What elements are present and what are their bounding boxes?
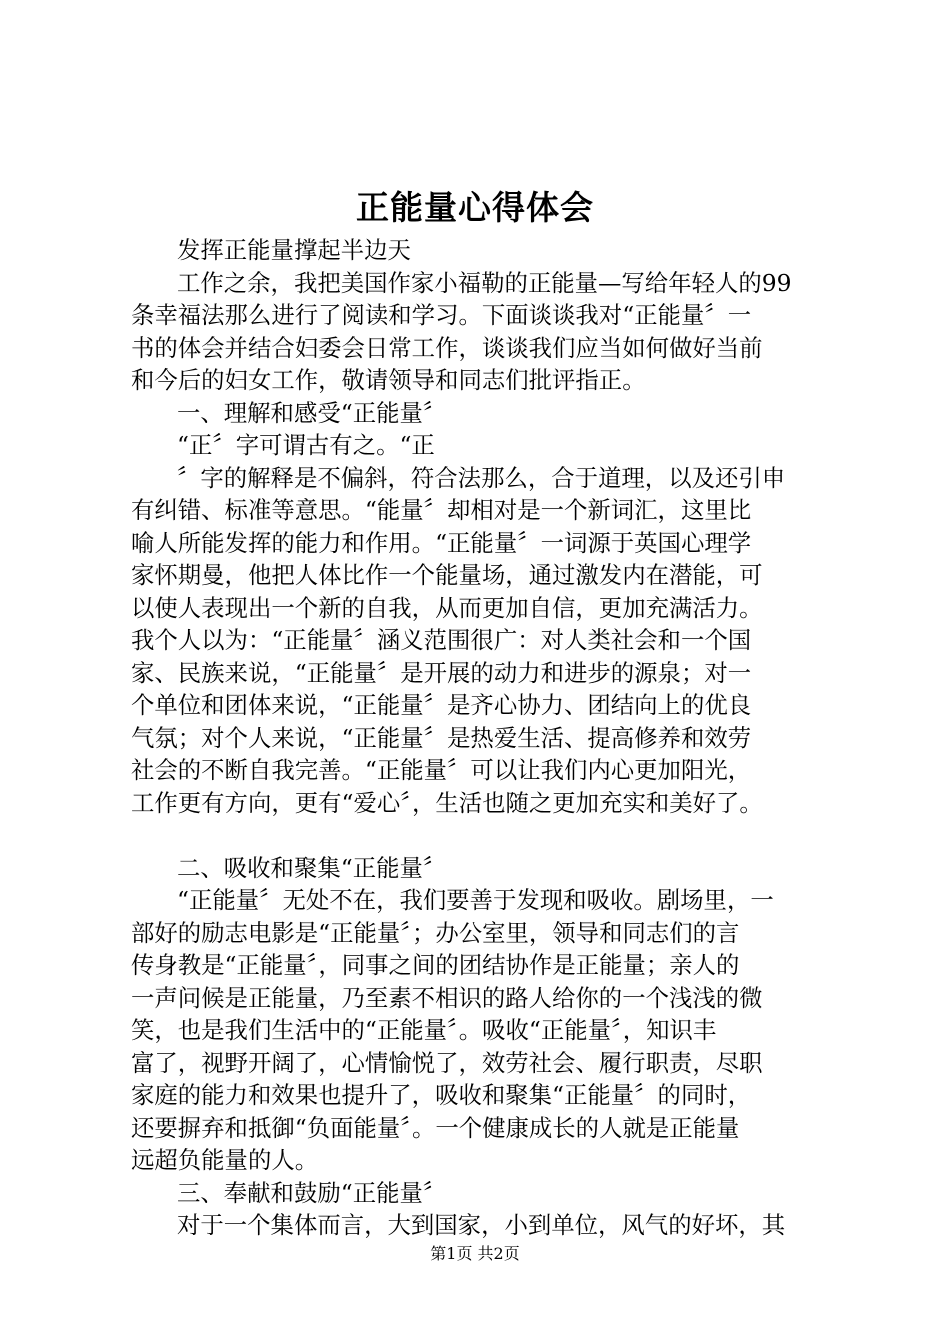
text-line: 家、民族来说，“正能量〞是开展的动力和进步的源泉；对一 [131,658,752,687]
text-line: 有纠错、标准等意思。“能量〞却相对是一个新词汇，这里比 [131,496,752,524]
text-line: 我个人以为：“正能量〞涵义范围很广：对人类社会和一个国 [131,626,752,654]
text-line: 和今后的妇女工作，敬请领导和同志们批评指正。 [131,366,646,394]
text-line: 传身教是“正能量〞，同事之间的团结协作是正能量；亲人的 [131,951,740,979]
text-line: 工作更有方向，更有“爱心〞，生活也随之更加充实和美好了。 [131,788,763,817]
page-footer: 第1页 共2页 [430,1244,520,1263]
text-line: 社会的不断自我完善。“正能量〞可以让我们内心更加阳光， [131,756,752,784]
text-line: 一、理解和感受“正能量〞 [177,398,447,427]
text-line: 还要摒弃和抵御“负面能量〞。一个健康成长的人就是正能量 [131,1113,740,1142]
text-line: 气氛；对个人来说，“正能量〞是热爱生活、提高修养和效劳 [131,723,752,752]
text-line: 二、吸收和聚集“正能量〞 [177,853,447,882]
text-line: “正〞字可谓古有之。“正 [177,431,435,459]
text-line: 工作之余，我把美国作家小福勒的正能量—写给年轻人的99 [177,268,792,297]
text-line: 发挥正能量撑起半边天 [177,236,411,264]
text-line: 条幸福法那么进行了阅读和学习。下面谈谈我对“正能量〞一 [131,301,752,329]
text-line: 三、奉献和鼓励“正能量〞 [177,1178,447,1207]
text-line: 个单位和团体来说，“正能量〞是齐心协力、团结向上的优良 [131,691,752,719]
text-line: 笑，也是我们生活中的“正能量〞。吸收“正能量〞，知识丰 [131,1016,717,1044]
text-line: 〞字的解释是不偏斜，符合法那么，合于道理，以及还引申 [177,463,786,492]
text-line: 部好的励志电影是“正能量〞；办公室里，领导和同志们的言 [131,918,740,947]
text-line: “正能量〞无处不在，我们要善于发现和吸收。剧场里，一 [177,886,774,914]
text-line: 对于一个集体而言，大到国家，小到单位，风气的好坏，其 [177,1211,786,1239]
document-title: 正能量心得体会 [356,188,594,227]
text-line: 喻人所能发挥的能力和作用。“正能量〞一词源于英国心理学 [131,528,752,557]
text-line: 一声问候是正能量，乃至素不相识的路人给你的一个浅浅的微 [131,983,763,1012]
text-line: 富了，视野开阔了，心情愉悦了，效劳社会、履行职责，尽职 [131,1048,763,1077]
text-line: 家庭的能力和效果也提升了，吸收和聚集“正能量〞的同时， [131,1081,752,1109]
document-body [131,234,847,1242]
text-line: 远超负能量的人。 [131,1146,319,1174]
text-line: 书的体会并结合妇委会日常工作，谈谈我们应当如何做好当前 [131,333,763,362]
text-line: 家怀期曼，他把人体比作一个能量场，通过激发内在潜能，可 [131,561,763,589]
text-line: 以使人表现出一个新的自我，从而更加自信，更加充满活力。 [131,593,763,622]
